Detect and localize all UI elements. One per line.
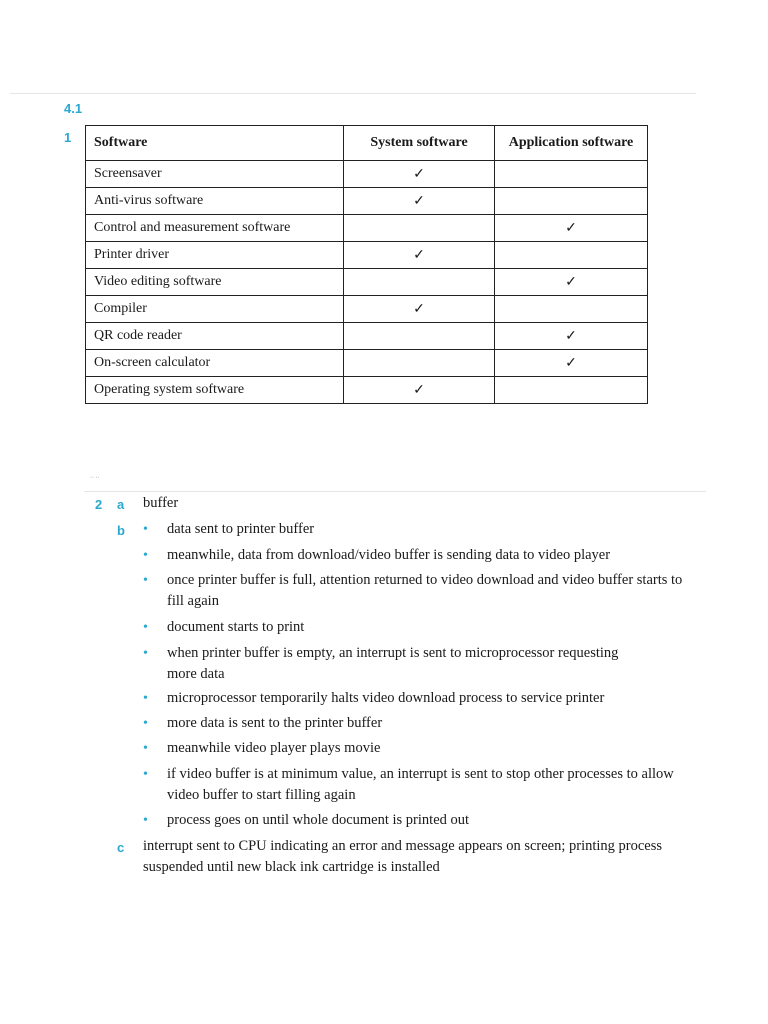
part-b-label: b <box>117 523 125 538</box>
table-row <box>86 242 648 269</box>
list-item: once printer buffer is full, attention returned to video download and video buffer starts to fill again <box>167 572 683 609</box>
bullet-icon: • <box>143 691 148 706</box>
application-tick <box>495 377 648 404</box>
software-name: Compiler <box>86 296 344 323</box>
software-name: On-screen calculator <box>86 350 344 377</box>
table-row <box>86 188 648 215</box>
system-tick: ✓ <box>344 188 495 215</box>
list-item: if video buffer is at minimum value, an interrupt is sent to stop other processes to allow video buffer to start filling again <box>167 766 674 803</box>
top-divider <box>10 93 696 94</box>
mid-divider <box>84 491 706 492</box>
application-tick <box>495 296 648 323</box>
header-system-software: System software <box>344 126 495 161</box>
header-software: Software <box>86 126 344 161</box>
table-row <box>86 215 648 242</box>
table-row <box>86 377 648 404</box>
bullet-icon: • <box>143 767 148 782</box>
bullet-icon: • <box>143 573 148 588</box>
part-a-label: a <box>117 497 125 512</box>
application-tick: ✓ <box>495 350 648 377</box>
list-item: process goes on until whole document is printed out <box>167 812 470 828</box>
header-application-software: Application software <box>495 126 648 161</box>
application-tick: ✓ <box>495 323 648 350</box>
software-name: Printer driver <box>86 242 344 269</box>
system-tick <box>344 215 495 242</box>
section-number: 4.1 <box>64 101 83 116</box>
scan-artifact: ·· ·· <box>90 475 100 481</box>
system-tick: ✓ <box>344 377 495 404</box>
system-tick: ✓ <box>344 296 495 323</box>
application-tick <box>495 242 648 269</box>
list-item: when printer buffer is empty, an interrupt is sent to microprocessor requesting more data <box>167 645 619 682</box>
system-tick: ✓ <box>344 242 495 269</box>
software-name: QR code reader <box>86 323 344 350</box>
bullet-icon: • <box>143 620 148 635</box>
table-row <box>86 296 648 323</box>
part-c-label: c <box>117 840 125 855</box>
table-row <box>86 350 648 377</box>
bullet-icon: • <box>143 741 148 756</box>
table-row <box>86 323 648 350</box>
table-row <box>86 161 648 188</box>
software-name: Anti-virus software <box>86 188 344 215</box>
bullet-icon: • <box>143 716 148 731</box>
list-item: document starts to print <box>167 619 305 635</box>
bullet-icon: • <box>143 813 148 828</box>
software-name: Operating system software <box>86 377 344 404</box>
question-1-number: 1 <box>64 130 72 145</box>
table-row <box>86 269 648 296</box>
system-tick <box>344 323 495 350</box>
question-2-number: 2 <box>95 497 103 512</box>
table-header-row <box>86 126 648 161</box>
list-item: data sent to printer buffer <box>167 521 315 537</box>
part-c-answer: interrupt sent to CPU indicating an error and message appears on screen; printing process suspended until new black ink cartridge is installed <box>143 838 663 875</box>
application-tick <box>495 188 648 215</box>
system-tick <box>344 350 495 377</box>
list-item: microprocessor temporarily halts video download process to service printer <box>167 690 605 706</box>
software-classification-table <box>85 125 648 404</box>
software-name: Control and measurement software <box>86 215 344 242</box>
list-item: meanwhile video player plays movie <box>167 740 381 756</box>
application-tick: ✓ <box>495 269 648 296</box>
list-item: more data is sent to the printer buffer <box>167 715 383 731</box>
application-tick <box>495 161 648 188</box>
bullet-icon: • <box>143 522 148 537</box>
bullet-icon: • <box>143 646 148 661</box>
list-item: meanwhile, data from download/video buffer is sending data to video player <box>167 547 611 563</box>
software-name: Screensaver <box>86 161 344 188</box>
application-tick: ✓ <box>495 215 648 242</box>
system-tick <box>344 269 495 296</box>
software-name: Video editing software <box>86 269 344 296</box>
part-a-answer: buffer <box>143 495 179 511</box>
bullet-icon: • <box>143 548 148 563</box>
system-tick: ✓ <box>344 161 495 188</box>
